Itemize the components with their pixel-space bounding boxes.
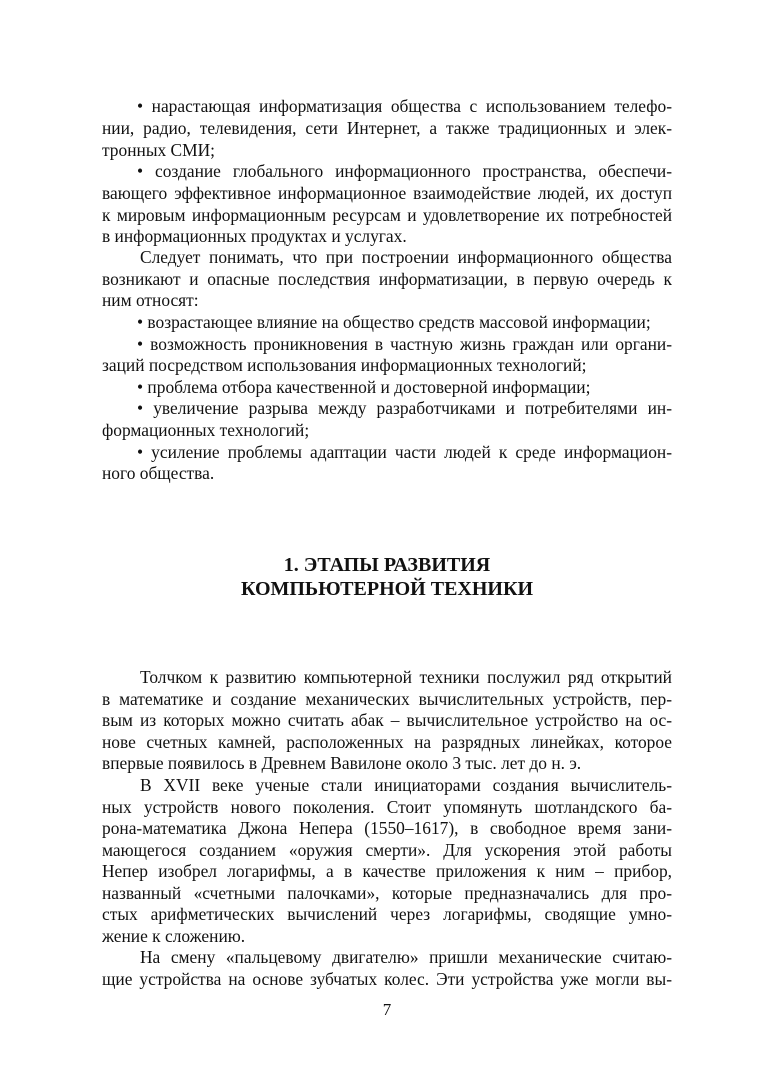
chapter-title: КОМПЬЮТЕРНОЙ ТЕХНИКИ [240, 578, 534, 600]
text-line: Следует понимать, что при построении информационного общества [140, 247, 672, 267]
text-line: На смену «пальцевому двигателю» пришли механические считаю- [140, 947, 672, 967]
text-line: вым из которых можно считать абак – вычислительное устройство на ос- [102, 710, 672, 730]
text-line: щие устройства на основе зубчатых колес. Эти устройства уже могли вы- [102, 969, 672, 989]
text-line: рона-математика Джона Непера (1550–1617), в свободное время зани- [102, 818, 672, 838]
chapter-title: 1. ЭТАПЫ РАЗВИТИЯ [283, 554, 491, 576]
text-line: нове счетных камней, расположенных на разрядных линейках, которое [102, 732, 672, 752]
text-line: ных устройств нового поколения. Стоит упомянуть шотландского ба- [102, 797, 672, 817]
text-line: заций посредством использования информационных технологий; [102, 355, 587, 375]
text-line: • нарастающая информатизация общества с использованием телефо- [137, 96, 672, 116]
text-line: • возрастающее влияние на общество средств массовой информации; [137, 312, 651, 332]
text-line: нии, радио, телевидения, сети Интернет, а также традиционных и элек- [102, 118, 672, 138]
text-line: • возможность проникновения в частную жизнь граждан или органи- [137, 334, 672, 354]
text-line: жение к сложению. [102, 926, 246, 946]
text-line: стых арифметических вычислений через логарифмы, сводящие умно- [102, 904, 672, 924]
page-number: 7 [382, 1000, 392, 1019]
text-line: возникают и опасные последствия информатизации, в первую очередь к [102, 269, 672, 289]
text-line: названный «счетными палочками», которые предназначались для про- [102, 883, 672, 903]
text-line: ним относят: [102, 290, 199, 310]
text-line: • создание глобального информационного пространства, обеспечи- [137, 161, 672, 181]
text-line: • усиление проблемы адаптации части людей к среде информацион- [137, 442, 672, 462]
text-line: Толчком к развитию компьютерной техники послужил ряд открытий [140, 667, 672, 687]
text-line: формационных технологий; [102, 420, 310, 440]
text-line: Непер изобрел логарифмы, а в качестве приложения к ним – прибор, [102, 861, 672, 881]
text-line: вающего эффективное информационное взаимодействие людей, их доступ [102, 183, 672, 203]
text-line: в математике и создание механических вычислительных устройств, пер- [102, 689, 672, 709]
text-line: ного общества. [102, 463, 215, 483]
text-line: • увеличение разрыва между разработчиками и потребителями ин- [137, 398, 672, 418]
text-line: впервые появилось в Древнем Вавилоне около 3 тыс. лет до н. э. [102, 753, 582, 773]
text-line: тронных СМИ; [102, 140, 215, 160]
text-line: к мировым информационным ресурсам и удовлетворение их потребностей [102, 205, 672, 225]
text-line: в информационных продуктах и услугах. [102, 226, 407, 246]
text-line: мающегося созданием «оружия смерти». Для ускорения этой работы [102, 840, 672, 860]
text-line: • проблема отбора качественной и достоверной информации; [137, 377, 591, 397]
text-line: В XVII веке ученые стали инициаторами создания вычислитель- [140, 775, 672, 795]
